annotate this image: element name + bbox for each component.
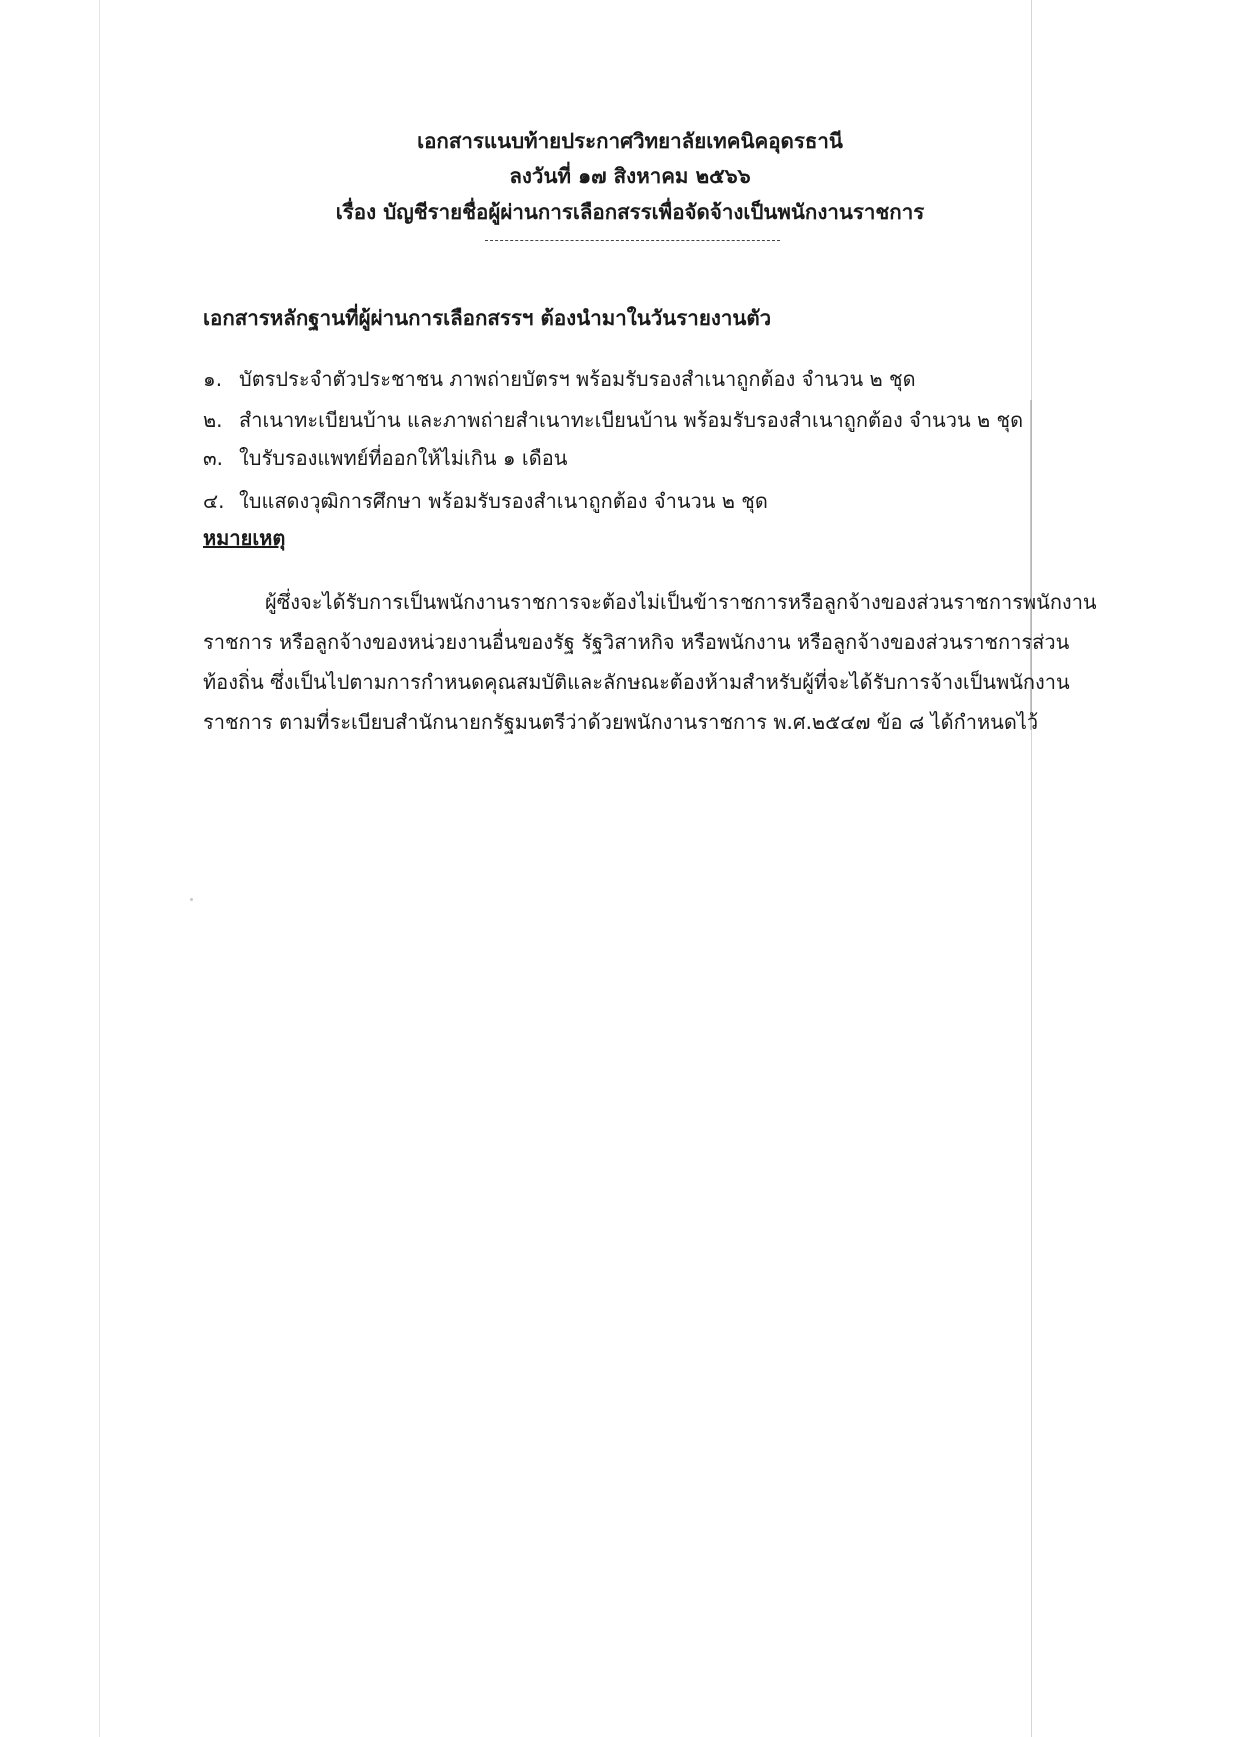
note-label: หมายเหตุ [203, 526, 286, 550]
note-paragraph-line: ท้องถิ่น ซึ่งเป็นไปตามการกำหนดคุณสมบัติและลักษณะต้องห้ามสำหรับผู้ที่จะได้รับการจ้างเป็นพนักงาน [203, 670, 1070, 694]
scan-speck [190, 898, 193, 901]
scan-edge-right [1031, 0, 1032, 1737]
document-heading-subject: เรื่อง บัญชีรายชื่อผู้ผ่านการเลือกสรรเพื่อจัดจ้างเป็นพนักงานราชการ [335, 200, 925, 224]
note-paragraph-line: ราชการ ตามที่ระเบียบสำนักนายกรัฐมนตรีว่าด้วยพนักงานราชการ พ.ศ.๒๕๔๗ ข้อ ๘ ได้กำหนดไว้ [203, 710, 1039, 734]
list-item-text: ใบแสดงวุฒิการศึกษา พร้อมรับรองสำเนาถูกต้อง จำนวน ๒ ชุด [239, 489, 768, 513]
list-item [203, 485, 768, 517]
note-paragraph-line: ราชการ หรือลูกจ้างของหน่วยงานอื่นของรัฐ รัฐวิสาหกิจ หรือพนักงาน หรือลูกจ้างของส่วนราชการส่วน [203, 630, 1070, 654]
list-item-number: ๑. [203, 367, 223, 391]
list-item [203, 363, 916, 395]
scan-edge-left [99, 0, 100, 1737]
document-heading-date: ลงวันที่ ๑๗ สิงหาคม ๒๕๖๖ [509, 164, 751, 188]
list-item-text: ใบรับรองแพทย์ที่ออกให้ไม่เกิน ๑ เดือน [239, 446, 568, 470]
section-title: เอกสารหลักฐานที่ผู้ผ่านการเลือกสรรฯ ต้องนำมาในวันรายงานตัว [203, 306, 772, 330]
list-item [203, 442, 567, 474]
dashed-divider [485, 240, 780, 241]
document-heading-title: เอกสารแนบท้ายประกาศวิทยาลัยเทคนิคอุดรธานี [417, 129, 843, 153]
list-item-number: ๒. [203, 408, 223, 432]
list-item-number: ๔. [203, 489, 225, 513]
list-item-number: ๓. [203, 446, 224, 470]
list-item-text: สำเนาทะเบียนบ้าน และภาพถ่ายสำเนาทะเบียนบ้าน พร้อมรับรองสำเนาถูกต้อง จำนวน ๒ ชุด [239, 408, 1024, 432]
note-paragraph-line: ผู้ซึ่งจะได้รับการเป็นพนักงานราชการจะต้องไม่เป็นข้าราชการหรือลูกจ้างของส่วนราชการพนักงาน [265, 590, 1097, 614]
list-item [203, 404, 1023, 436]
list-item-text: บัตรประจำตัวประชาชน ภาพถ่ายบัตรฯ พร้อมรับรองสำเนาถูกต้อง จำนวน ๒ ชุด [239, 367, 916, 391]
